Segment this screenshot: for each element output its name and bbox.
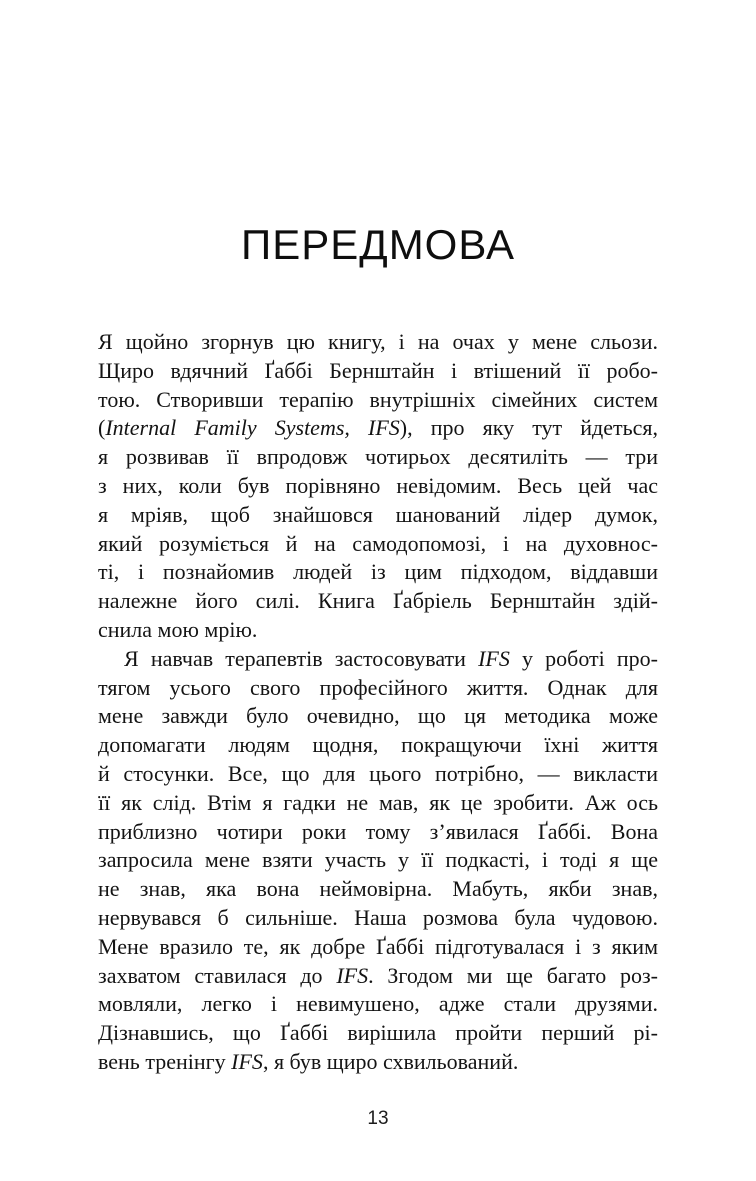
text-line: з них, коли був порівняно невідомим. Весь цей час <box>98 472 658 498</box>
text-line: який розуміється й на самодопомозі, і на духовнос- <box>98 530 658 556</box>
text-line: захватом ставилася до IFS. Згодом ми ще багато роз- <box>98 962 658 988</box>
text-line: запросила мене взяти участь у її подкасті, і тоді я ще <box>98 847 658 873</box>
text-line: снила мою мрію. <box>98 616 258 642</box>
text-line: Я навчав терапевтів застосовувати IFS у роботі про- <box>124 645 659 671</box>
text-line: мовляли, легко і невимушено, адже стали друзями. <box>98 991 658 1017</box>
text-line: тягом усього свого професійного життя. Однак для <box>98 674 658 700</box>
text-line: тою. Створивши терапію внутрішніх сімейних систем <box>98 386 658 412</box>
text-line: Я щойно згорнув цю книгу, і на очах у мене сльози. <box>98 329 658 354</box>
text-line: нервувався б сильніше. Наша розмова була чудовою. <box>98 904 658 930</box>
text-line: ті, і познайомив людей із цим підходом, віддавши <box>98 559 658 585</box>
body-text <box>98 328 658 1077</box>
text-line: мене завжди було очевидно, що ця методика може <box>98 703 658 729</box>
text-line: Дізнавшись, що Ґаббі вирішила пройти перший рі- <box>98 1020 658 1046</box>
text-line: я мріяв, щоб знайшовся шанований лідер думок, <box>98 501 658 527</box>
text-line: приблизно чотири роки тому з’явилася Ґаббі. Вона <box>98 818 658 844</box>
text-line: її як слід. Втім я гадки не мав, як це зробити. Аж ось <box>98 789 658 815</box>
text-line: допомагати людям щодня, покращуючи їхні життя <box>98 732 658 758</box>
text-line: належне його силі. Книга Ґабріель Бернштайн здій- <box>98 588 658 614</box>
text-line: Мене вразило те, як добре Ґаббі підготувалася і з яким <box>98 933 658 959</box>
text-line: й стосунки. Все, що для цього потрібно, — викласти <box>98 760 658 786</box>
text-line: (Internal Family Systems, IFS), про яку тут йдеться, <box>98 415 658 441</box>
text-line: я розвивав її впродовж чотирьох десятиліть — три <box>98 444 658 470</box>
page-number: 13 <box>367 1108 389 1129</box>
chapter-title: ПЕРЕДМОВА <box>241 221 515 268</box>
text-line: не знав, яка вона неймовірна. Мабуть, якби знав, <box>98 876 658 902</box>
text-line: вень тренінгу IFS, я був щиро схвильований. <box>98 1048 519 1074</box>
text-line: Щиро вдячний Ґаббі Бернштайн і втішений її робо- <box>98 357 658 383</box>
